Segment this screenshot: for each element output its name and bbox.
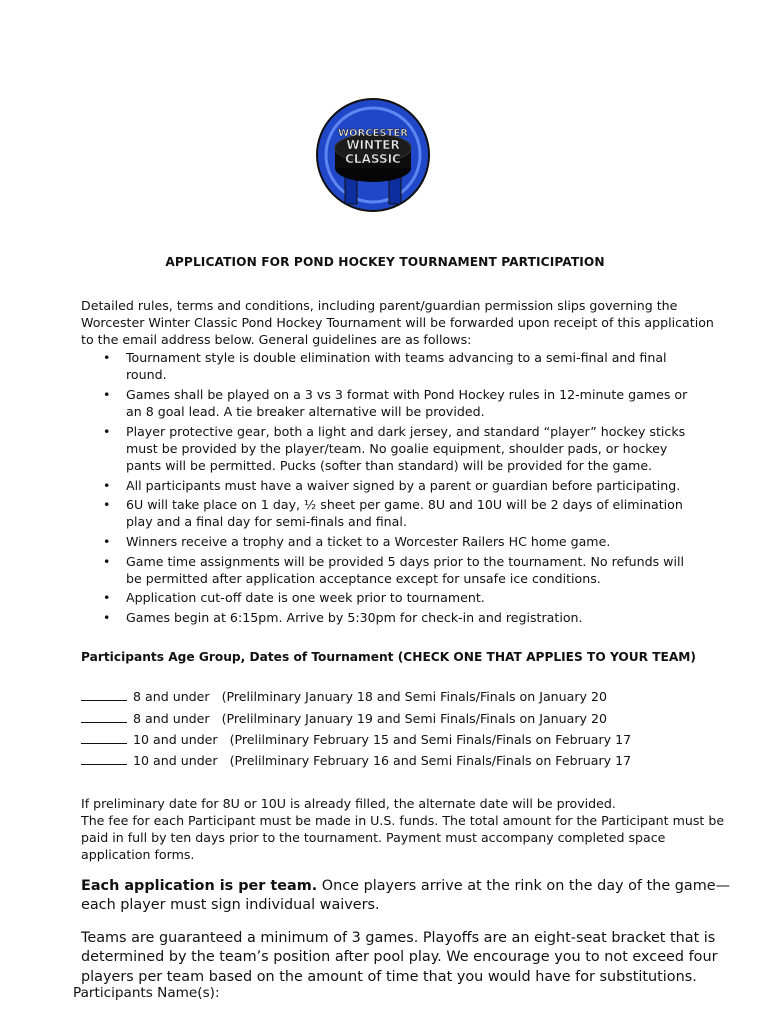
age-option-dates: (Prelilminary January 18 and Semi Finals/Finals on January 20 — [221, 689, 608, 704]
guidelines-list — [81, 349, 701, 629]
logo-text-winter: WINTER — [346, 138, 400, 152]
check-blank[interactable] — [81, 731, 127, 744]
age-option-dates: (Prelilminary February 15 and Semi Finals/Finals on February 17 — [229, 732, 632, 747]
logo-text-classic: CLASSIC — [345, 152, 401, 166]
worcester-winter-classic-logo — [315, 96, 431, 214]
logo-text-worcester: WORCESTER — [338, 128, 408, 139]
age-option-age: 8 and under — [133, 689, 210, 704]
guideline-item: • Game time assignments will be provided 5 days prior to the tournament. No refunds will be permitted after application acceptance except for unsafe ice conditions. — [81, 553, 701, 587]
age-option-age: 10 and under — [133, 732, 218, 747]
guideline-item: • Games shall be played on a 3 vs 3 format with Pond Hockey rules in 12-minute games or an 8 goal lead. A tie breaker alternative will be provided. — [81, 386, 701, 420]
participants-names-label: Participants Name(s): — [73, 985, 220, 1001]
check-blank[interactable] — [81, 710, 127, 723]
guideline-item: • Winners receive a trophy and a ticket to a Worcester Railers HC home game. — [81, 533, 701, 550]
age-option — [81, 731, 631, 748]
guarantee-paragraph: Teams are guaranteed a minimum of 3 games. Playoffs are an eight-seat bracket that is determined by the team’s position after pool play. We encourage you to not exceed four players per team based on the amount of time that you would have for substitutions. — [81, 930, 718, 985]
guideline-item: • Games begin at 6:15pm. Arrive by 5:30pm for check-in and registration. — [81, 609, 701, 626]
guideline-item: • Application cut-off date is one week prior to tournament. — [81, 589, 701, 606]
age-option-dates: (Prelilminary February 16 and Semi Finals/Finals on February 17 — [229, 753, 632, 768]
guideline-item: • Tournament style is double elimination with teams advancing to a semi-final and final round. — [81, 349, 701, 383]
guideline-item: • 6U will take place on 1 day, ½ sheet per game. 8U and 10U will be 2 days of elimination play and a final day for semi-finals and final. — [81, 496, 701, 530]
fee-note: The fee for each Participant must be made in U.S. funds. The total amount for the Participant must be paid in full by ten days prior to the tournament. Payment must accompany completed space application forms. — [81, 813, 725, 863]
per-team-rest: Once players arrive at the rink on the day of the game—each player must sign individual waivers. — [81, 878, 730, 914]
check-blank[interactable] — [81, 752, 127, 765]
guideline-item: • All participants must have a waiver signed by a parent or guardian before participating. — [81, 477, 701, 494]
age-group-heading: Participants Age Group, Dates of Tournament (CHECK ONE THAT APPLIES TO YOUR TEAM) — [81, 650, 696, 664]
page-title: APPLICATION FOR POND HOCKEY TOURNAMENT PARTICIPATION — [165, 255, 605, 269]
age-option — [81, 688, 607, 705]
guideline-item: • Player protective gear, both a light and dark jersey, and standard “player” hockey sticks must be provided by the player/team. No goalie equipment, shoulder pads, or hockey pants will be permitted. Pucks (softer than standard) will be provided for the game. — [81, 423, 701, 475]
age-option — [81, 710, 607, 727]
per-team-bold: Each application is per team. — [81, 878, 318, 894]
per-team-paragraph — [81, 877, 731, 916]
age-option-dates: (Prelilminary January 19 and Semi Finals/Finals on January 20 — [221, 711, 608, 726]
age-option — [81, 752, 631, 769]
check-blank[interactable] — [81, 688, 127, 701]
age-option-age: 10 and under — [133, 753, 218, 768]
alternate-date-note: If preliminary date for 8U or 10U is already filled, the alternate date will be provided. — [81, 796, 616, 811]
intro-paragraph: Detailed rules, terms and conditions, including parent/guardian permission slips governing the Worcester Winter Classic Pond Hockey Tournament will be forwarded upon receipt of this application to the email address below. General guidelines are as follows: — [81, 298, 714, 348]
age-option-age: 8 and under — [133, 711, 210, 726]
